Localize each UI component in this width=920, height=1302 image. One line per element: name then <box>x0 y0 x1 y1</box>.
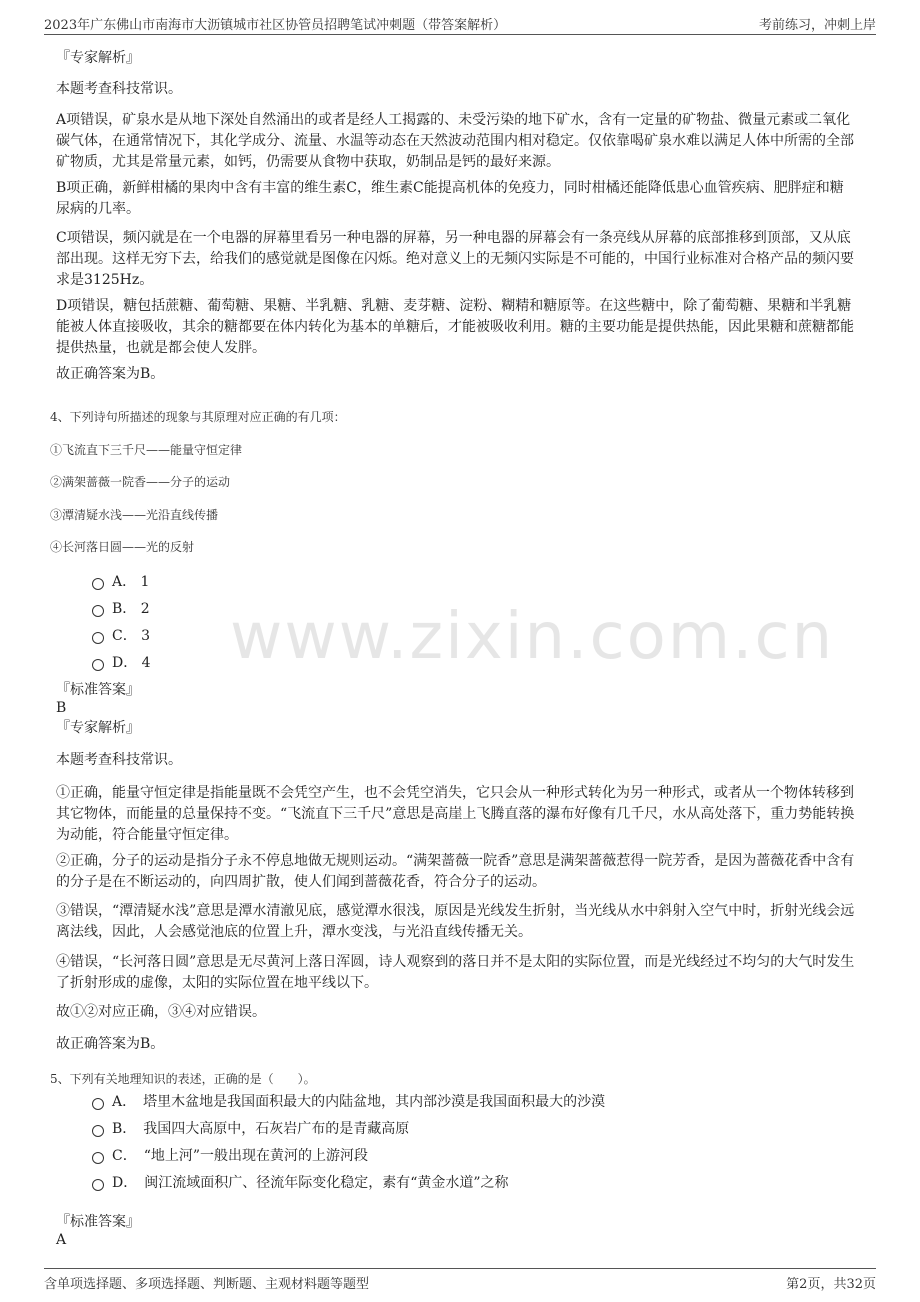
option-a[interactable] <box>92 571 149 591</box>
question-stem: 5、下列有关地理知识的表述，正确的是（ ）。 <box>50 1072 316 1086</box>
analysis-paragraph: ③错误，“潭清疑水浅”意思是潭水清澈见底，感觉潭水很浅，原因是光线发生折射，当光线从水中斜射入空气中时，折射光线会远离法线，因此，人会感觉池底的位置上升，潭水变浅，与光沿直线传播无关。 <box>56 903 855 940</box>
radio-icon[interactable] <box>92 659 104 671</box>
option-d[interactable] <box>92 1172 509 1192</box>
analysis-paragraph: ①正确，能量守恒定律是指能量既不会凭空产生，也不会凭空消失，它只会从一种形式转化为另一种形式，或者从一个物体转移到其它物体，而能量的总量保持不变。“飞流直下三千尺”意思是高崖上飞腾直落的瀑布好像有几千尺，水从高处落下，重力势能转换为动能，符合能量守恒定律。 <box>56 785 855 843</box>
analysis-paragraph: ④错误，“长河落日圆”意思是无尽黄河上落日浑圆，诗人观察到的落日并不是太阳的实际位置，而是光线经过不均匀的大气时发生了折射形成的虚像，太阳的实际位置在地平线以下。 <box>56 954 855 991</box>
option-label: D． 4 <box>112 655 151 671</box>
footer-note: 含单项选择题、多项选择题、判断题、主观材料题等题型 <box>44 1277 370 1292</box>
question-item: ③潭清疑水浅——光沿直线传播 <box>50 508 219 522</box>
radio-icon[interactable] <box>92 632 104 644</box>
analysis-paragraph: 本题考查科技常识。 <box>56 752 182 768</box>
page-footer <box>44 1268 876 1291</box>
option-label: B． 2 <box>112 601 150 617</box>
answer-value: A <box>56 1232 67 1248</box>
question-item: ④长河落日圆——光的反射 <box>50 540 195 554</box>
radio-icon[interactable] <box>92 578 104 590</box>
option-b[interactable] <box>92 1118 409 1138</box>
radio-icon[interactable] <box>92 1179 104 1191</box>
question-item: ①飞流直下三千尺——能量守恒定律 <box>50 443 243 457</box>
option-a[interactable] <box>92 1091 605 1111</box>
analysis-paragraph: 本题考查科技常识。 <box>56 81 182 97</box>
page-number: 第2页，共32页 <box>786 1277 876 1292</box>
document-title: 2023年广东佛山市南海市大沥镇城市社区协管员招聘笔试冲刺题（带答案解析） <box>44 18 507 33</box>
radio-icon[interactable] <box>92 1152 104 1164</box>
answer-label: 『标准答案』 <box>56 1214 140 1230</box>
answer-value: B <box>56 700 67 716</box>
analysis-paragraph: B项正确，新鲜柑橘的果肉中含有丰富的维生素C，维生素C能提高机体的免疫力，同时柑橘还能降低患心血管疾病、肥胖症和糖尿病的几率。 <box>56 180 844 217</box>
analysis-paragraph: ②正确，分子的运动是指分子永不停息地做无规则运动。“满架蔷薇一院香”意思是满架蔷薇惹得一院芳香，是因为蔷薇花香中含有的分子是在不断运动的，向四周扩散，使人们闻到蔷薇花香，符合分子的运动。 <box>56 853 855 890</box>
option-c[interactable] <box>92 1145 368 1165</box>
answer-conclusion: 故正确答案为B。 <box>56 366 165 382</box>
analysis-label: 『专家解析』 <box>56 50 140 66</box>
option-label: A． 塔里木盆地是我国面积最大的内陆盆地，其内部沙漠是我国面积最大的沙漠 <box>112 1094 606 1110</box>
answer-conclusion: 故正确答案为B。 <box>56 1036 165 1052</box>
option-label: B． 我国四大高原中，石灰岩广布的是青藏高原 <box>112 1121 410 1137</box>
option-label: D． 闽江流域面积广、径流年际变化稳定，素有“黄金水道”之称 <box>112 1175 509 1191</box>
radio-icon[interactable] <box>92 605 104 617</box>
option-label: A． 1 <box>112 574 150 590</box>
analysis-label: 『专家解析』 <box>56 720 140 736</box>
answer-label: 『标准答案』 <box>56 682 140 698</box>
radio-icon[interactable] <box>92 1098 104 1110</box>
analysis-paragraph: D项错误，糖包括蔗糖、葡萄糖、果糖、半乳糖、乳糖、麦芽糖、淀粉、糊精和糖原等。在这些糖中，除了葡萄糖、果糖和半乳糖能被人体直接吸收，其余的糖都要在体内转化为基本的单糖后，才能被吸收利用。糖的主要功能是提供热能，因此果糖和蔗糖都能提供热量，也就是都会使人发胖。 <box>56 298 854 356</box>
question-item: ②满架蔷薇一院香——分子的运动 <box>50 475 231 489</box>
header-slogan: 考前练习，冲刺上岸 <box>758 18 876 33</box>
option-c[interactable] <box>92 625 150 645</box>
analysis-paragraph: 故①②对应正确，③④对应错误。 <box>56 1004 266 1020</box>
analysis-paragraph: A项错误，矿泉水是从地下深处自然涌出的或者是经人工揭露的、未受污染的地下矿水，含有一定量的矿物盐、微量元素或二氧化碳气体，在通常情况下，其化学成分、流量、水温等动态在天然波动范围内相对稳定。仅依靠喝矿泉水难以满足人体中所需的全部矿物质，尤其是常量元素，如钙，仍需要从食物中获取，奶制品是钙的最好来源。 <box>56 112 854 170</box>
radio-icon[interactable] <box>92 1125 104 1137</box>
option-b[interactable] <box>92 598 150 618</box>
question-stem: 4、下列诗句所描述的现象与其原理对应正确的有几项： <box>50 410 346 424</box>
option-label: C． 3 <box>112 628 151 644</box>
watermark: www.zixin.com.cn <box>230 600 835 674</box>
page-header <box>44 14 876 35</box>
option-d[interactable] <box>92 652 151 672</box>
option-label: C． “地上河”一般出现在黄河的上游河段 <box>112 1148 369 1164</box>
analysis-paragraph: C项错误，频闪就是在一个电器的屏幕里看另一种电器的屏幕，另一种电器的屏幕会有一条亮线从屏幕的底部推移到顶部，又从底部出现。这样无穷下去，给我们的感觉就是图像在闪烁。绝对意义上的无频闪实际是不可能的，中国行业标准对合格产品的频闪要求是3125Hz。 <box>56 230 854 288</box>
